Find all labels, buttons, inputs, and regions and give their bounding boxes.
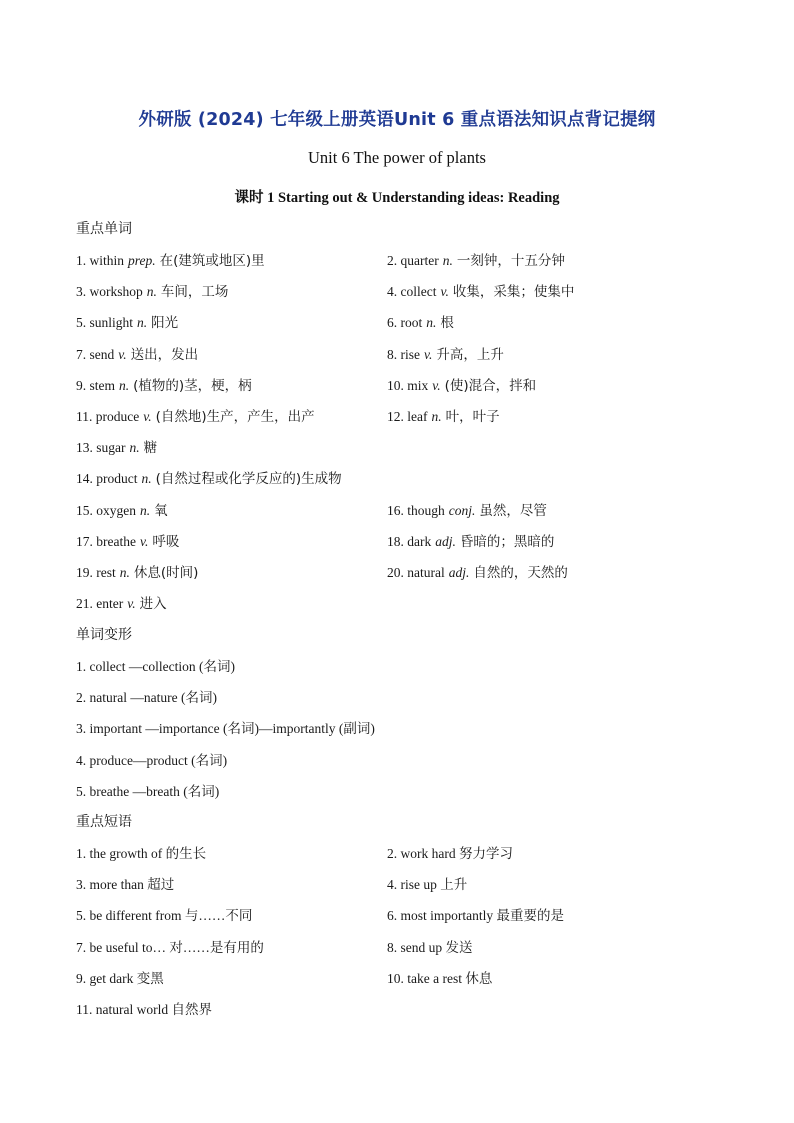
vocab-pos: n. — [141, 471, 152, 487]
vocab-pos: n. — [146, 284, 157, 300]
vocab-item — [76, 405, 315, 425]
vocab-meaning: 呼吸 — [152, 533, 180, 550]
vocab-word: 18. dark — [387, 533, 432, 549]
vocab-meaning: (植物的)茎，梗，柄 — [133, 377, 252, 394]
vocab-row — [76, 561, 726, 583]
form-item: 3. important —importance (名词)—importantly (副词) — [76, 721, 375, 737]
vocab-word: 5. sunlight — [76, 315, 134, 331]
vocab-pos: n. — [119, 565, 130, 580]
vocab-pos: n. — [140, 502, 151, 518]
form-item: 5. breathe —breath (名词) — [76, 783, 220, 799]
vocab-pos: n. — [442, 253, 453, 268]
phrase-row — [76, 998, 726, 1020]
phrase-item: 11. natural world 自然界 — [76, 1002, 212, 1017]
phrase-item: 9. get dark 变黑 — [76, 970, 164, 986]
vocab-row — [76, 530, 726, 552]
lesson-title: 课时 1 Starting out & Understanding ideas: Reading — [234, 190, 560, 206]
vocab-meaning: 氧 — [154, 502, 168, 519]
vocab-pos: n. — [129, 440, 140, 456]
vocab-word: 8. rise — [387, 346, 420, 362]
vocab-row — [76, 467, 726, 489]
vocab-item — [76, 530, 179, 550]
vocab-pos: v. — [118, 346, 127, 362]
vocab-word: 13. sugar — [76, 440, 126, 456]
vocab-word: 1. within — [76, 253, 125, 268]
vocab-row — [76, 436, 726, 458]
vocab-item — [76, 467, 342, 487]
phrase-row — [76, 873, 726, 895]
vocab-item — [76, 561, 198, 581]
vocab-pos: v. — [139, 533, 149, 549]
vocab-meaning: 在(建筑或地区)里 — [159, 253, 265, 269]
vocab-item — [76, 311, 178, 331]
vocab-item — [387, 561, 568, 581]
form-row — [76, 780, 726, 802]
vocab-item — [387, 280, 574, 300]
vocab-item — [387, 499, 547, 519]
vocab-item — [76, 249, 265, 269]
phrase-item: 2. work hard 努力学习 — [387, 846, 513, 861]
vocab-pos: adj. — [435, 533, 456, 549]
vocab-item — [387, 405, 500, 425]
form-row — [76, 717, 726, 739]
vocab-item — [387, 374, 536, 394]
vocab-row — [76, 280, 726, 302]
phrase-item: 3. more than 超过 — [76, 877, 175, 893]
vocab-word: 6. root — [387, 315, 423, 331]
form-item: 1. collect —collection (名词) — [76, 659, 235, 674]
vocab-word: 14. product — [76, 471, 138, 487]
vocab-meaning: 叶，叶子 — [445, 409, 500, 425]
vocab-word: 11. produce — [76, 409, 140, 424]
vocab-pos: v. — [440, 284, 449, 300]
phrase-item: 7. be useful to… 对……是有用的 — [76, 939, 264, 955]
vocab-word: 2. quarter — [387, 253, 439, 268]
vocab-pos: n. — [119, 377, 130, 393]
form-row — [76, 749, 726, 771]
vocab-meaning: 升高，上升 — [436, 346, 504, 363]
vocab-item — [387, 249, 565, 269]
unit-title: Unit 6 The power of plants — [308, 148, 486, 167]
vocab-meaning: (自然地)生产，产生，出产 — [155, 409, 315, 425]
vocab-row — [76, 249, 726, 271]
vocab-meaning: 糖 — [143, 440, 158, 457]
vocab-pos: n. — [426, 315, 437, 331]
vocab-item — [76, 592, 167, 612]
phrase-item: 6. most importantly 最重要的是 — [387, 908, 564, 924]
vocab-item — [76, 374, 252, 394]
vocab-pos: v. — [432, 377, 441, 393]
vocab-item — [387, 343, 504, 363]
vocab-meaning: (使)混合，拌和 — [444, 377, 537, 394]
vocab-meaning: 收集，采集；使集中 — [452, 284, 575, 301]
vocab-word: 15. oxygen — [76, 502, 136, 518]
phrase-row — [76, 842, 726, 864]
vocab-meaning: 车间，工场 — [160, 284, 229, 301]
vocab-word: 17. breathe — [76, 533, 136, 549]
vocab-meaning: (自然过程或化学反应的)生成物 — [155, 471, 342, 488]
vocab-pos: adj. — [448, 565, 470, 580]
vocab-word: 21. enter — [76, 596, 124, 612]
vocab-row — [76, 499, 726, 521]
vocab-word: 20. natural — [387, 565, 445, 580]
document-title: 外研版 (2024) 七年级上册英语Unit 6 重点语法知识点背记提纲 — [138, 110, 656, 130]
vocab-word: 10. mix — [387, 377, 429, 393]
vocab-row — [76, 343, 726, 365]
vocab-word: 4. collect — [387, 284, 437, 300]
form-row — [76, 655, 726, 677]
vocab-word: 19. rest — [76, 565, 116, 580]
vocab-heading: 重点单词 — [76, 221, 132, 237]
vocab-pos: n. — [137, 315, 148, 331]
phrase-row — [76, 936, 726, 958]
vocab-meaning: 根 — [440, 315, 454, 332]
form-item: 4. produce—product (名词) — [76, 752, 228, 768]
form-row — [76, 686, 726, 708]
vocab-meaning: 昏暗的；黑暗的 — [459, 533, 555, 550]
vocab-word: 9. stem — [76, 377, 115, 393]
vocab-item — [76, 280, 228, 300]
form-item: 2. natural —nature (名词) — [76, 690, 217, 706]
vocab-row — [76, 405, 726, 427]
vocab-meaning: 自然的，天然的 — [473, 565, 568, 581]
vocab-meaning: 进入 — [139, 596, 167, 613]
vocab-meaning: 送出，发出 — [130, 346, 199, 363]
forms-heading: 单词变形 — [76, 627, 132, 643]
phrase-item: 5. be different from 与……不同 — [76, 908, 253, 924]
vocab-word: 12. leaf — [387, 409, 428, 424]
vocab-pos: prep. — [128, 253, 156, 268]
vocab-word: 7. send — [76, 346, 115, 362]
vocab-row — [76, 374, 726, 396]
phrase-row — [76, 967, 726, 989]
vocab-meaning: 一刻钟，十五分钟 — [456, 253, 565, 269]
vocab-pos: v. — [143, 409, 152, 424]
vocab-word: 3. workshop — [76, 284, 143, 300]
vocab-pos: n. — [431, 409, 442, 424]
vocab-item — [387, 530, 554, 550]
vocab-row — [76, 592, 726, 614]
vocab-item — [387, 311, 454, 331]
vocab-item — [76, 436, 157, 456]
phrase-item: 8. send up 发送 — [387, 939, 473, 955]
vocab-row — [76, 311, 726, 333]
vocab-word: 16. though — [387, 502, 445, 518]
vocab-pos: v. — [424, 346, 433, 362]
vocab-item — [76, 499, 168, 519]
phrase-item: 4. rise up 上升 — [387, 877, 468, 893]
vocab-pos: conj. — [448, 502, 476, 518]
vocab-item — [76, 343, 198, 363]
phrase-item: 1. the growth of 的生长 — [76, 846, 207, 861]
phrase-item: 10. take a rest 休息 — [387, 970, 493, 986]
phrases-heading: 重点短语 — [76, 814, 132, 830]
vocab-meaning: 虽然，尽管 — [479, 502, 547, 519]
vocab-meaning: 阳光 — [151, 315, 179, 332]
phrase-row — [76, 904, 726, 926]
vocab-meaning: 休息(时间) — [133, 565, 199, 581]
vocab-pos: v. — [127, 596, 136, 612]
